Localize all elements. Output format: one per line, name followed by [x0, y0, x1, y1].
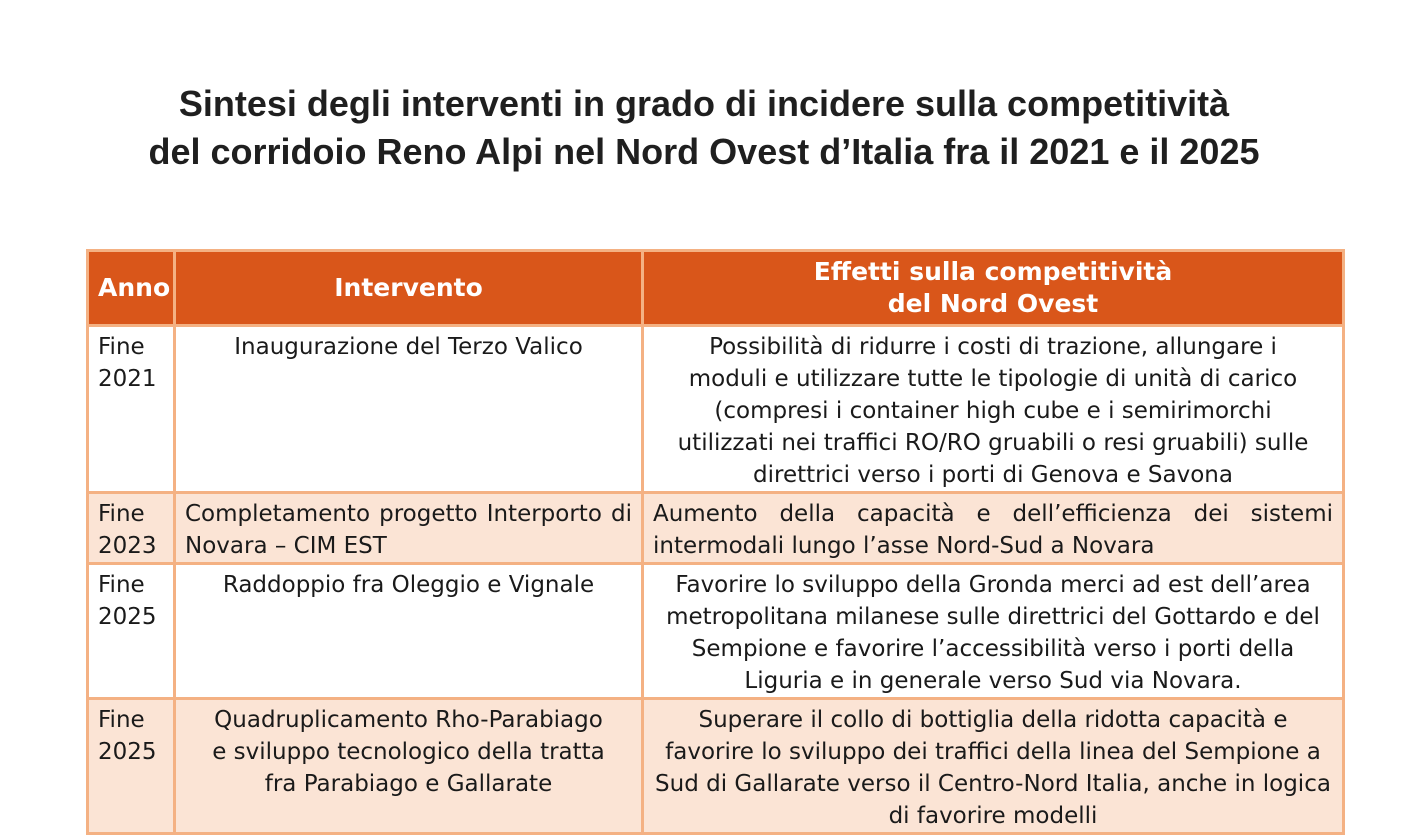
row-anno	[88, 493, 175, 564]
header-effetti-line-1: Effetti sulla competitività	[813, 257, 1173, 286]
page-title-line-2: del corridoio Reno Alpi nel Nord Ovest d’Italia fra il 2021 e il 2025	[148, 131, 1260, 172]
row-anno-label: Fine	[98, 572, 145, 598]
table-row	[88, 326, 1344, 493]
row-intervento: Raddoppio fra Oleggio e Vignale	[175, 564, 643, 699]
row-anno-label: Fine	[98, 707, 145, 733]
row-anno-year: 2023	[98, 533, 157, 559]
interventions-table	[86, 249, 1345, 835]
row-anno-year: 2021	[98, 366, 157, 392]
row-effetti: Favorire lo sviluppo della Gronda merci ad est dell’area metropolitana milanese sulle direttrici del Gottardo e del Sempione e favorire l’accessibilità verso i porti della Liguria e in generale verso Sud via Novara.	[643, 564, 1344, 699]
page-title	[0, 80, 1408, 176]
row-anno-year: 2025	[98, 739, 157, 765]
table-header-row	[88, 251, 1344, 326]
row-effetti: Possibilità di ridurre i costi di trazione, allungare i moduli e utilizzare tutte le tipologie di unità di carico (compresi i container high cube e i semirimorchi utilizzati nei traffici RO/RO gruabili o resi gruabili) sulle direttrici verso i porti di Genova e Savona	[643, 326, 1344, 493]
table-row	[88, 564, 1344, 699]
table-row	[88, 493, 1344, 564]
row-anno	[88, 699, 175, 834]
row-anno-label: Fine	[98, 334, 145, 360]
table-row	[88, 699, 1344, 834]
row-anno	[88, 326, 175, 493]
row-anno	[88, 564, 175, 699]
row-intervento: Inaugurazione del Terzo Valico	[175, 326, 643, 493]
header-intervento: Intervento	[175, 251, 643, 326]
row-effetti: Aumento della capacità e dell’efficienza dei sistemi intermodali lungo l’asse Nord-Sud a Novara	[643, 493, 1344, 564]
row-anno-label: Fine	[98, 501, 145, 527]
header-effetti-line-2: del Nord Ovest	[887, 289, 1099, 318]
row-effetti: Superare il collo di bottiglia della ridotta capacità e favorire lo sviluppo dei traffici della linea del Sempione a Sud di Gallarate verso il Centro-Nord Italia, anche in logica di favorire modelli	[643, 699, 1344, 834]
header-effetti	[643, 251, 1344, 326]
row-anno-year: 2025	[98, 604, 157, 630]
page-title-line-1: Sintesi degli interventi in grado di incidere sulla competitività	[178, 83, 1230, 124]
header-anno: Anno	[88, 251, 175, 326]
row-intervento: Quadruplicamento Rho-Parabiago e sviluppo tecnologico della tratta fra Parabiago e Gallarate	[175, 699, 643, 834]
row-intervento: Completamento progetto Interporto di Novara – CIM EST	[175, 493, 643, 564]
